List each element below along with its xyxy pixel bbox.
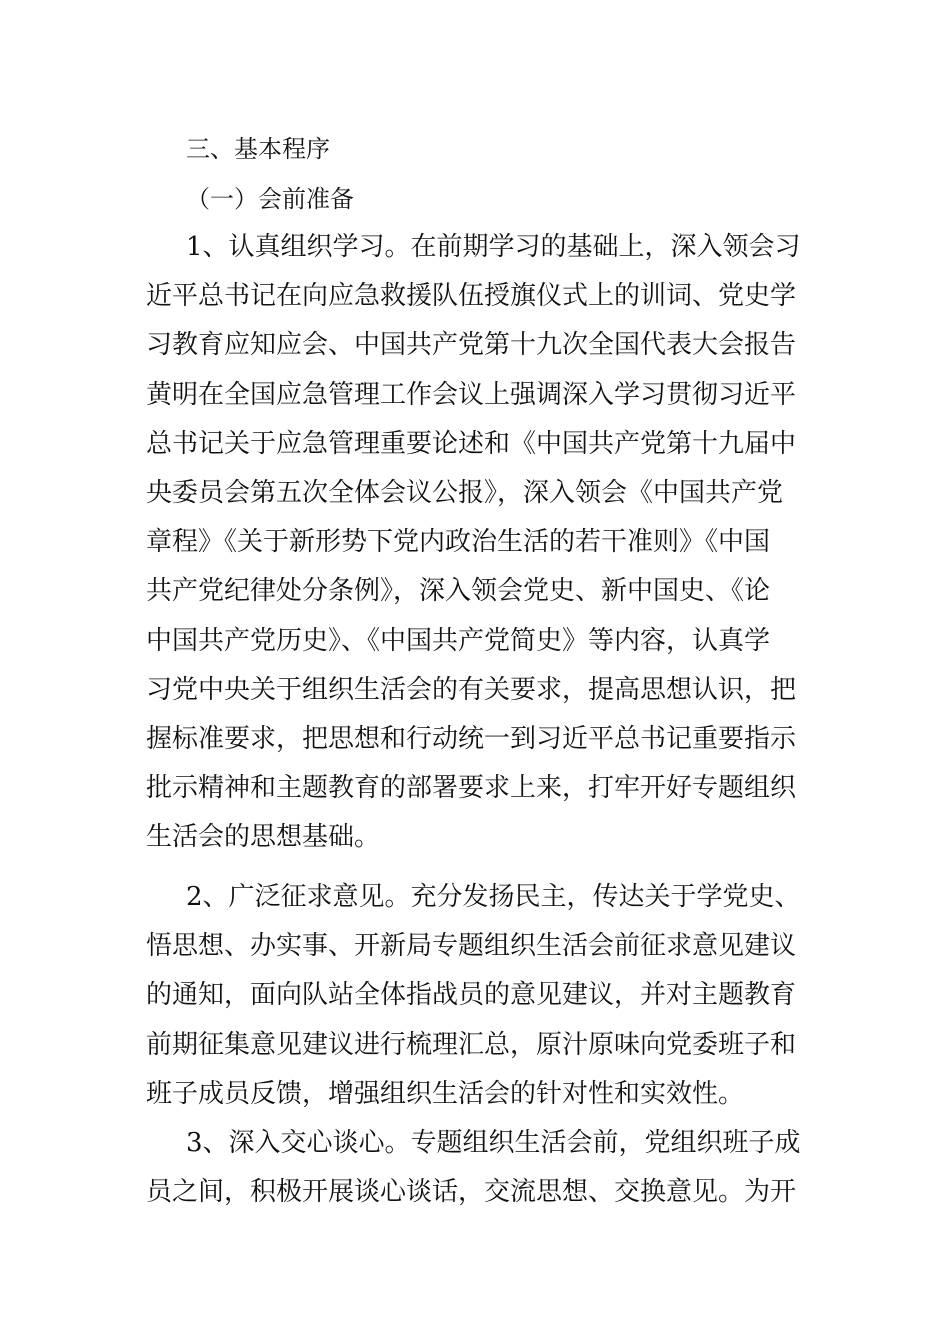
paragraph-line: 黄明在全国应急管理工作会议上强调深入学习贯彻习近平 [146, 379, 797, 410]
paragraph-line: 3、深入交心谈心。专题组织生活会前，党组织班子成 [186, 1128, 801, 1158]
paragraph-line: 共产党纪律处分条例》，深入领会党史、新中国史、《论 [146, 576, 771, 607]
section-heading: 三、基本程序 [186, 135, 330, 163]
paragraph-line: 央委员会第五次全体会议公报》，深入领会《中国共产党 [146, 478, 784, 508]
paragraph-line: 员之间，积极开展谈心谈话，交流思想、交换意见。为开 [146, 1177, 797, 1208]
paragraph-line: 习教育应知应会、中国共产党第十九次全国代表大会报告 [146, 330, 797, 361]
paragraph-line: 总书记关于应急管理重要论述和《中国共产党第十九届中 [146, 428, 797, 459]
paragraph-line: 握标准要求，把思想和行动统一到习近平总书记重要指示 [146, 724, 797, 754]
paragraph-line: 中国共产党历史》、《中国共产党简史》等内容，认真学 [146, 625, 771, 656]
paragraph-line: 前期征集意见建议进行梳理汇总，原汁原味向党委班子和 [146, 1029, 797, 1060]
paragraph-line: 1、认真组织学习。在前期学习的基础上，深入领会习 [186, 232, 801, 262]
paragraph-line: 章程》《关于新形势下党内政治生活的若干准则》《中国 [146, 527, 771, 558]
paragraph-line: 2、广泛征求意见。充分发扬民主，传达关于学党史、 [186, 882, 801, 912]
paragraph-line: 生活会的思想基础。 [146, 822, 381, 853]
paragraph-line: 近平总书记在向应急救援队伍授旗仪式上的训词、党史学 [146, 281, 797, 312]
paragraph-line: 悟思想、办实事、开新局专题组织生活会前征求意见建议 [146, 931, 797, 962]
paragraph-line: 的通知，面向队站全体指战员的意见建议，并对主题教育 [146, 980, 797, 1011]
paragraph-line: 批示精神和主题教育的部署要求上来，打牢开好专题组织 [146, 773, 797, 804]
paragraph-line: 习党中央关于组织生活会的有关要求，提高思想认识，把 [146, 674, 797, 705]
paragraph-line: 班子成员反馈，增强组织生活会的针对性和实效性。 [146, 1078, 745, 1109]
subsection-heading: （一）会前准备 [186, 185, 354, 213]
